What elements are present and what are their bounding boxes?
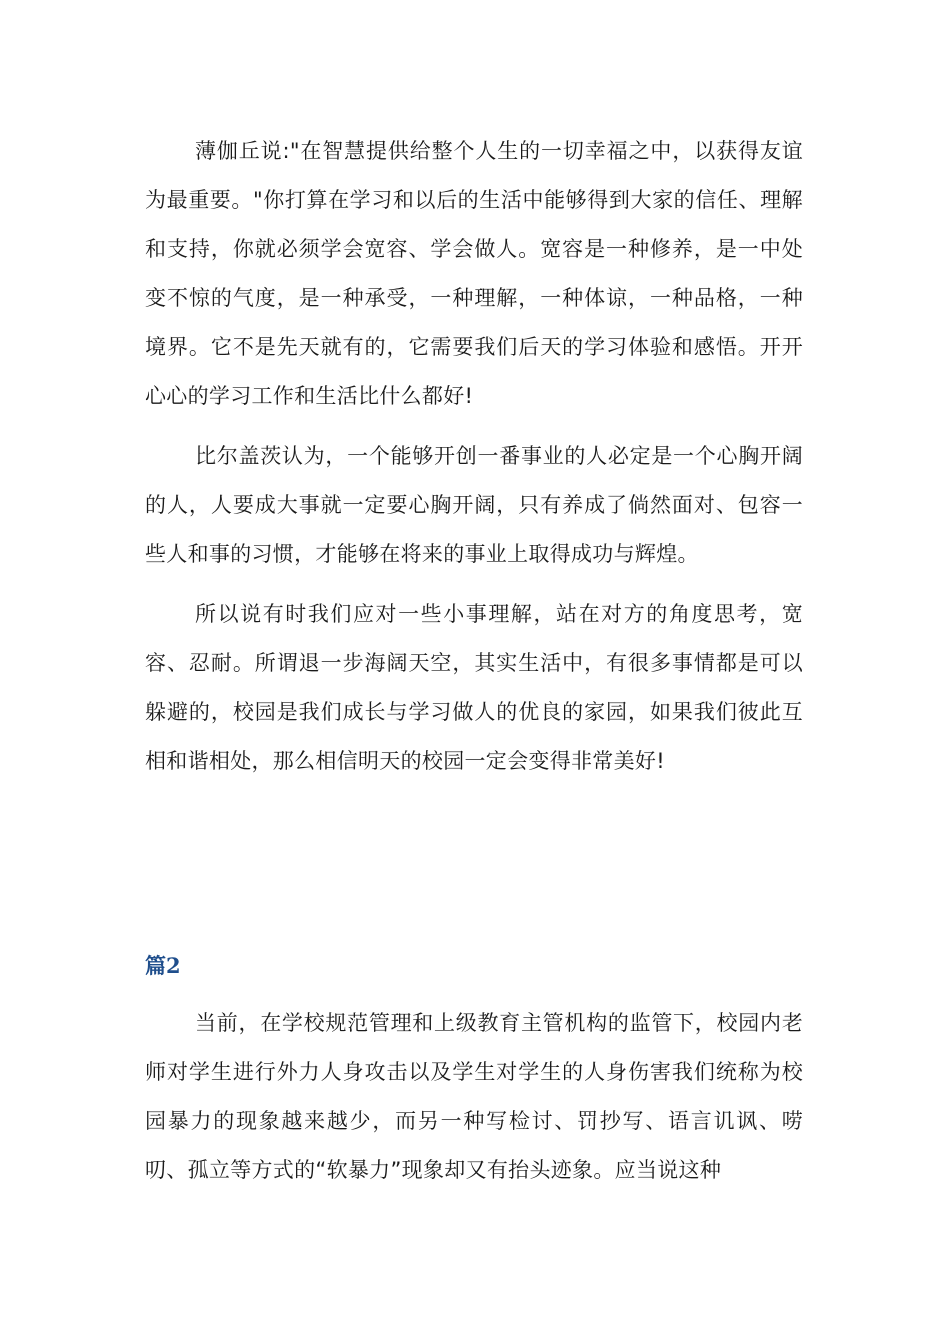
body-paragraph: 比尔盖茨认为，一个能够开创一番事业的人必定是一个心胸开阔的人，人要成大事就一定要心胸开阔，只有养成了倘然面对、包容一些人和事的习惯，才能够在将来的事业上取得成功与辉煌。: [145, 444, 803, 566]
body-paragraph: 所以说有时我们应对一些小事理解，站在对方的角度思考，宽容、忍耐。所谓退一步海阔天空，其实生活中，有很多事情都是可以躲避的，校园是我们成长与学习做人的优良的家园，如果我们彼此互相和谐相处，那么相信明天的校园一定会变得非常美好!: [145, 602, 803, 773]
section-heading: 篇2: [145, 953, 181, 978]
body-paragraph: 当前，在学校规范管理和上级教育主管机构的监管下，校园内老师对学生进行外力人身攻击以及学生对学生的人身伤害我们统称为校园暴力的现象越来越少，而另一种写检讨、罚抄写、语言讥讽、唠叨、孤立等方式的“软暴力”现象却又有抬头迹象。应当说这种: [145, 1011, 803, 1182]
body-paragraph: 薄伽丘说:"在智慧提供给整个人生的一切幸福之中，以获得友谊为最重要。"你打算在学习和以后的生活中能够得到大家的信任、理解和支持，你就必须学会宽容、学会做人。宽容是一种修养，是一中处变不惊的气度，是一种承受，一种理解，一种体谅，一种品格，一种境界。它不是先天就有的，它需要我们后天的学习体验和感悟。开开心心的学习工作和生活比什么都好!: [145, 139, 803, 408]
